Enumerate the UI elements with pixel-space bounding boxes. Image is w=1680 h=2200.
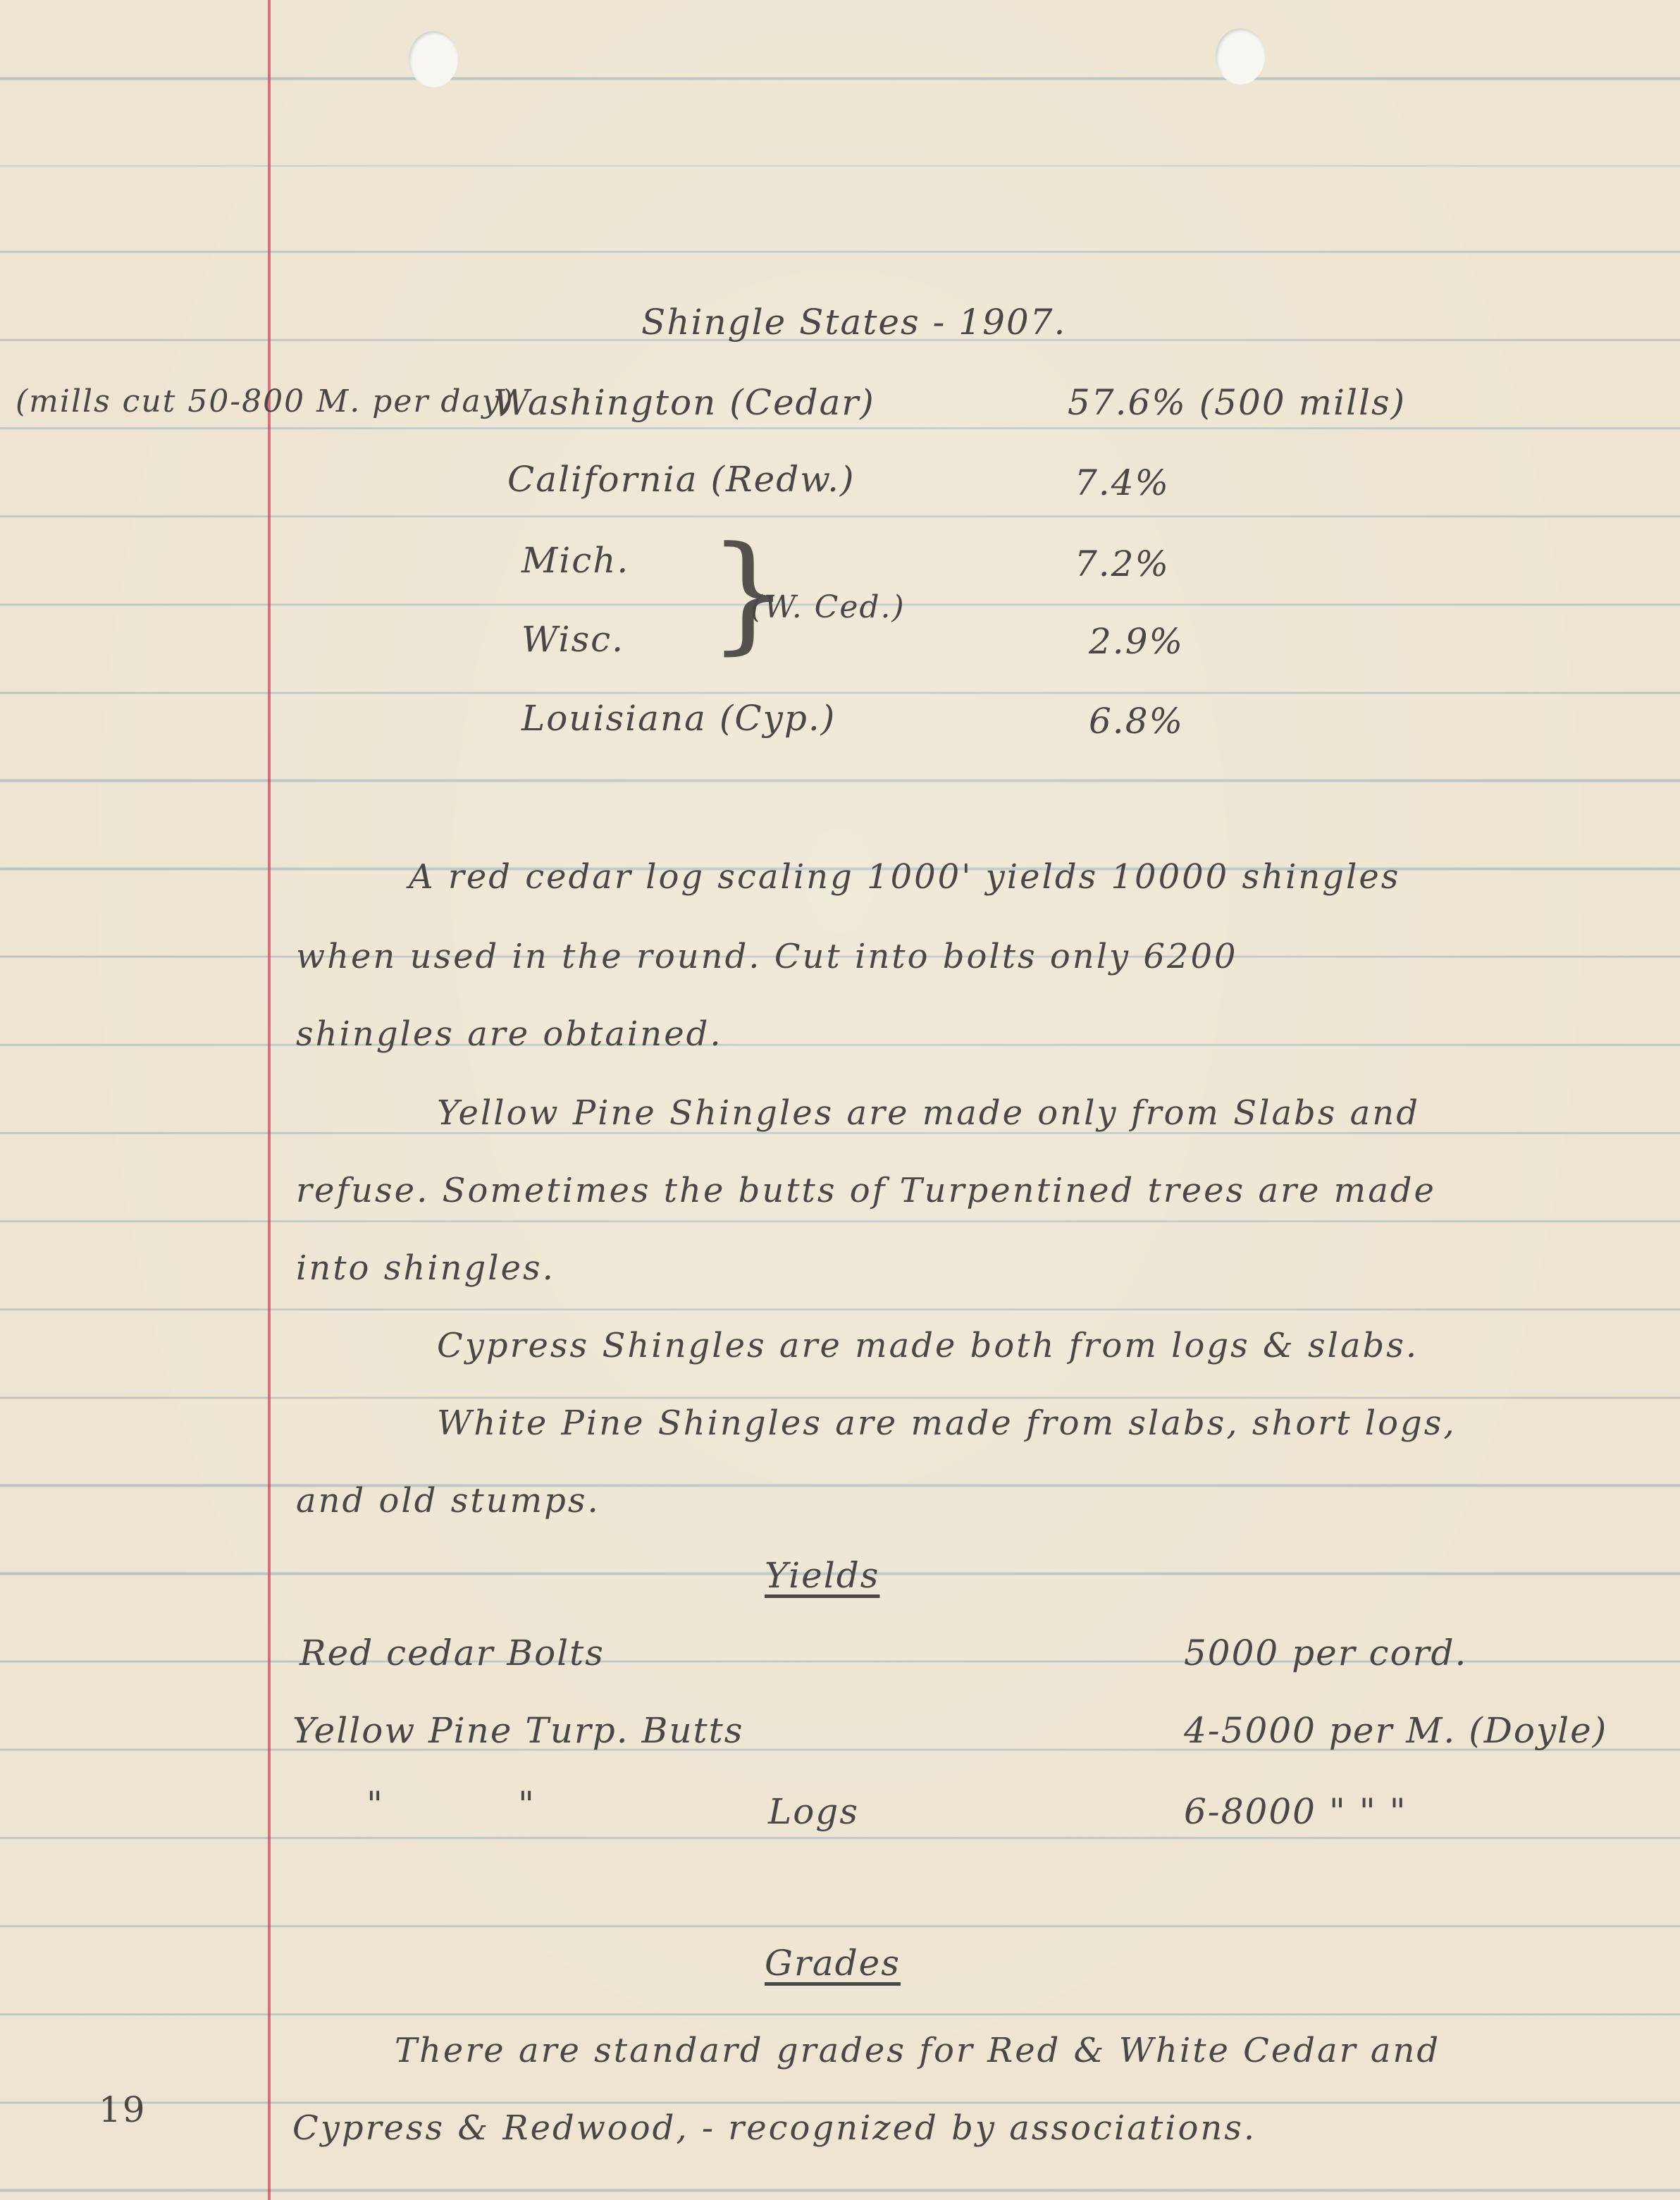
paragraph-line: refuse. Sometimes the butts of Turpentined trees are made	[296, 1171, 1436, 1210]
state-name: Mich.	[521, 540, 630, 581]
state-name: Wisc.	[521, 619, 625, 660]
punch-hole	[409, 31, 458, 87]
page-number: 19	[99, 2089, 147, 2130]
yield-value: 4-5000 per M. (Doyle)	[1184, 1710, 1608, 1751]
ditto-mark: "	[518, 1784, 536, 1825]
paragraph-line: A red cedar log scaling 1000' yields 10000 shingles	[409, 857, 1401, 897]
paragraph-line: shingles are obtained.	[296, 1014, 723, 1054]
yield-item: Logs	[768, 1791, 859, 1832]
yield-item: Yellow Pine Turp. Butts	[292, 1710, 744, 1751]
yield-item: Red cedar Bolts	[299, 1633, 605, 1673]
state-name: California (Redw.)	[507, 459, 856, 500]
yield-value: 6-8000 " " "	[1184, 1791, 1407, 1832]
paragraph-line: Cypress & Redwood, - recognized by associations.	[292, 2108, 1257, 2148]
paragraph-line: into shingles.	[296, 1248, 555, 1288]
paragraph-line: and old stumps.	[296, 1481, 600, 1520]
state-percent: 2.9%	[1089, 621, 1185, 662]
paragraph-line: Yellow Pine Shingles are made only from Slabs and	[437, 1093, 1420, 1133]
brace-symbol: }	[708, 520, 791, 667]
state-name: Washington (Cedar)	[493, 382, 875, 423]
state-name: Louisiana (Cyp.)	[521, 698, 836, 739]
grades-heading: Grades	[765, 1943, 901, 1984]
paragraph-line: There are standard grades for Red & White Cedar and	[395, 2031, 1441, 2070]
paragraph-line: White Pine Shingles are made from slabs, short logs,	[437, 1403, 1457, 1443]
paragraph-line: Cypress Shingles are made both from logs & slabs.	[437, 1326, 1419, 1365]
state-percent: 6.8%	[1089, 701, 1185, 742]
ditto-mark: "	[366, 1784, 384, 1825]
state-percent: 7.4%	[1075, 462, 1171, 503]
red-margin-line	[268, 0, 271, 2200]
brace-label: (W. Ced.)	[751, 589, 906, 625]
yield-value: 5000 per cord.	[1184, 1633, 1468, 1673]
state-percent: 57.6% (500 mills)	[1068, 382, 1407, 423]
punch-hole	[1216, 28, 1265, 85]
yields-heading: Yields	[765, 1555, 880, 1596]
page-title: Shingle States - 1907.	[641, 302, 1067, 343]
side-note: (mills cut 50-800 M. per day)	[16, 383, 514, 419]
paragraph-line: when used in the round. Cut into bolts only 6200	[296, 937, 1238, 976]
state-percent: 7.2%	[1075, 543, 1171, 584]
